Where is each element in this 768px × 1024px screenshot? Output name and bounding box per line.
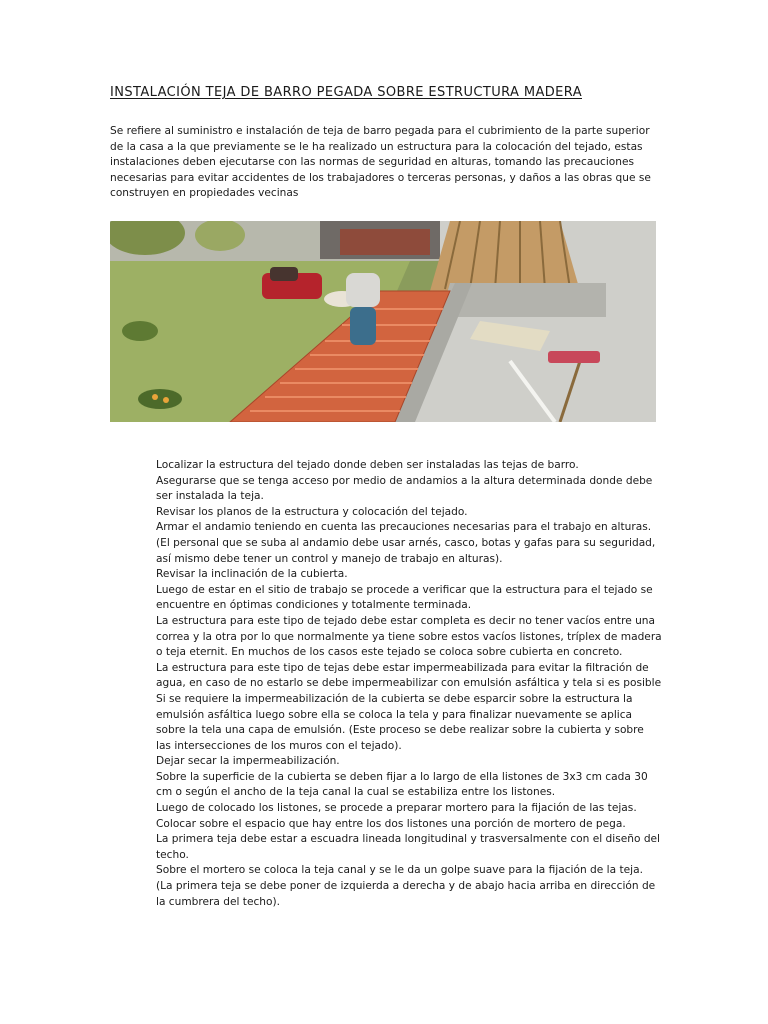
step-item: Revisar los planos de la estructura y colocación del tejado.: [156, 505, 468, 518]
step-item: La primera teja debe estar a escuadra lineada longitudinal y trasversalmente con el diseño del techo.: [156, 833, 660, 861]
step-item: Armar el andamio teniendo en cuenta las precauciones necesarias para el trabajo en alturas. (El personal que se suba al andamio debe usar arnés, casco, botas y gafas para su seguridad, así mismo debe tener un control y manejo de trabajo en alturas).: [156, 521, 656, 565]
step-item: Si se requiere la impermeabilización de la cubierta se debe esparcir sobre la estructura la emulsión asfáltica luego sobre ella se coloca la tela y para finalizar nuevamente se aplica sobre la tela una capa de emulsión. (Este proceso se debe realizar sobre la cubierta y sobre las intersecciones de los muros con el tejado).: [156, 692, 644, 752]
roof-installation-photo: [110, 221, 656, 422]
step-item: Localizar la estructura del tejado donde deben ser instaladas las tejas de barro.: [156, 459, 579, 471]
document-title: INSTALACIÓN TEJA DE BARRO PEGADA SOBRE ESTRUCTURA MADERA: [110, 85, 582, 100]
step-item: Revisar la inclinación de la cubierta.: [156, 568, 348, 581]
step-item: Sobre el mortero se coloca la teja canal y se le da un golpe suave para la fijación de la teja. (La primera teja se debe poner de izquierda a derecha y de abajo hacia arriba en dirección de la cumbrera del techo).: [156, 864, 656, 908]
installation-steps-list: [156, 458, 662, 910]
step-item: Sobre la superficie de la cubierta se deben fijar a lo largo de ella listones de 3x3 cm cada 30 cm o según el ancho de la teja canal la cual se estabiliza entre los listones.: [156, 770, 648, 799]
intro-paragraph: Se refiere al suministro e instalación de teja de barro pegada para el cubrimiento de la parte superior de la casa a la que previamente se le ha realizado un estructura para la colocación del tejado, estas instalaciones deben ejecutarse con las normas de seguridad en alturas, tomando las precauciones necesarias para evitar accidentes de los trabajadores o terceras personas, y daños a las obras que se construyen en propiedades vecinas: [110, 125, 651, 200]
step-item: La estructura para este tipo de tejado debe estar completa es decir no tener vacíos entre una correa y la otra por lo que normalmente ya tiene sobre estos vacíos listones, tríplex de madera o teja eternit. En muchos de los casos este tejado se coloca sobre cubierta en concreto.: [156, 614, 662, 659]
step-item: La estructura para este tipo de tejas debe estar impermeabilizada para evitar la filtración de agua, en caso de no estarlo se debe impermeabilizar con emulsión asfáltica y tela si es posible: [156, 661, 662, 690]
step-item: Asegurarse que se tenga acceso por medio de andamios a la altura determinada donde debe ser instalada la teja.: [156, 474, 653, 503]
step-item: Luego de estar en el sitio de trabajo se procede a verificar que la estructura para el tejado se encuentre en óptimas condiciones y totalmente terminada.: [156, 583, 653, 612]
step-item: Colocar sobre el espacio que hay entre los dos listones una porción de mortero de pega.: [156, 817, 626, 830]
step-item: Luego de colocado los listones, se procede a preparar mortero para la fijación de las tejas.: [156, 802, 637, 815]
step-item: Dejar secar la impermeabilización.: [156, 755, 340, 768]
